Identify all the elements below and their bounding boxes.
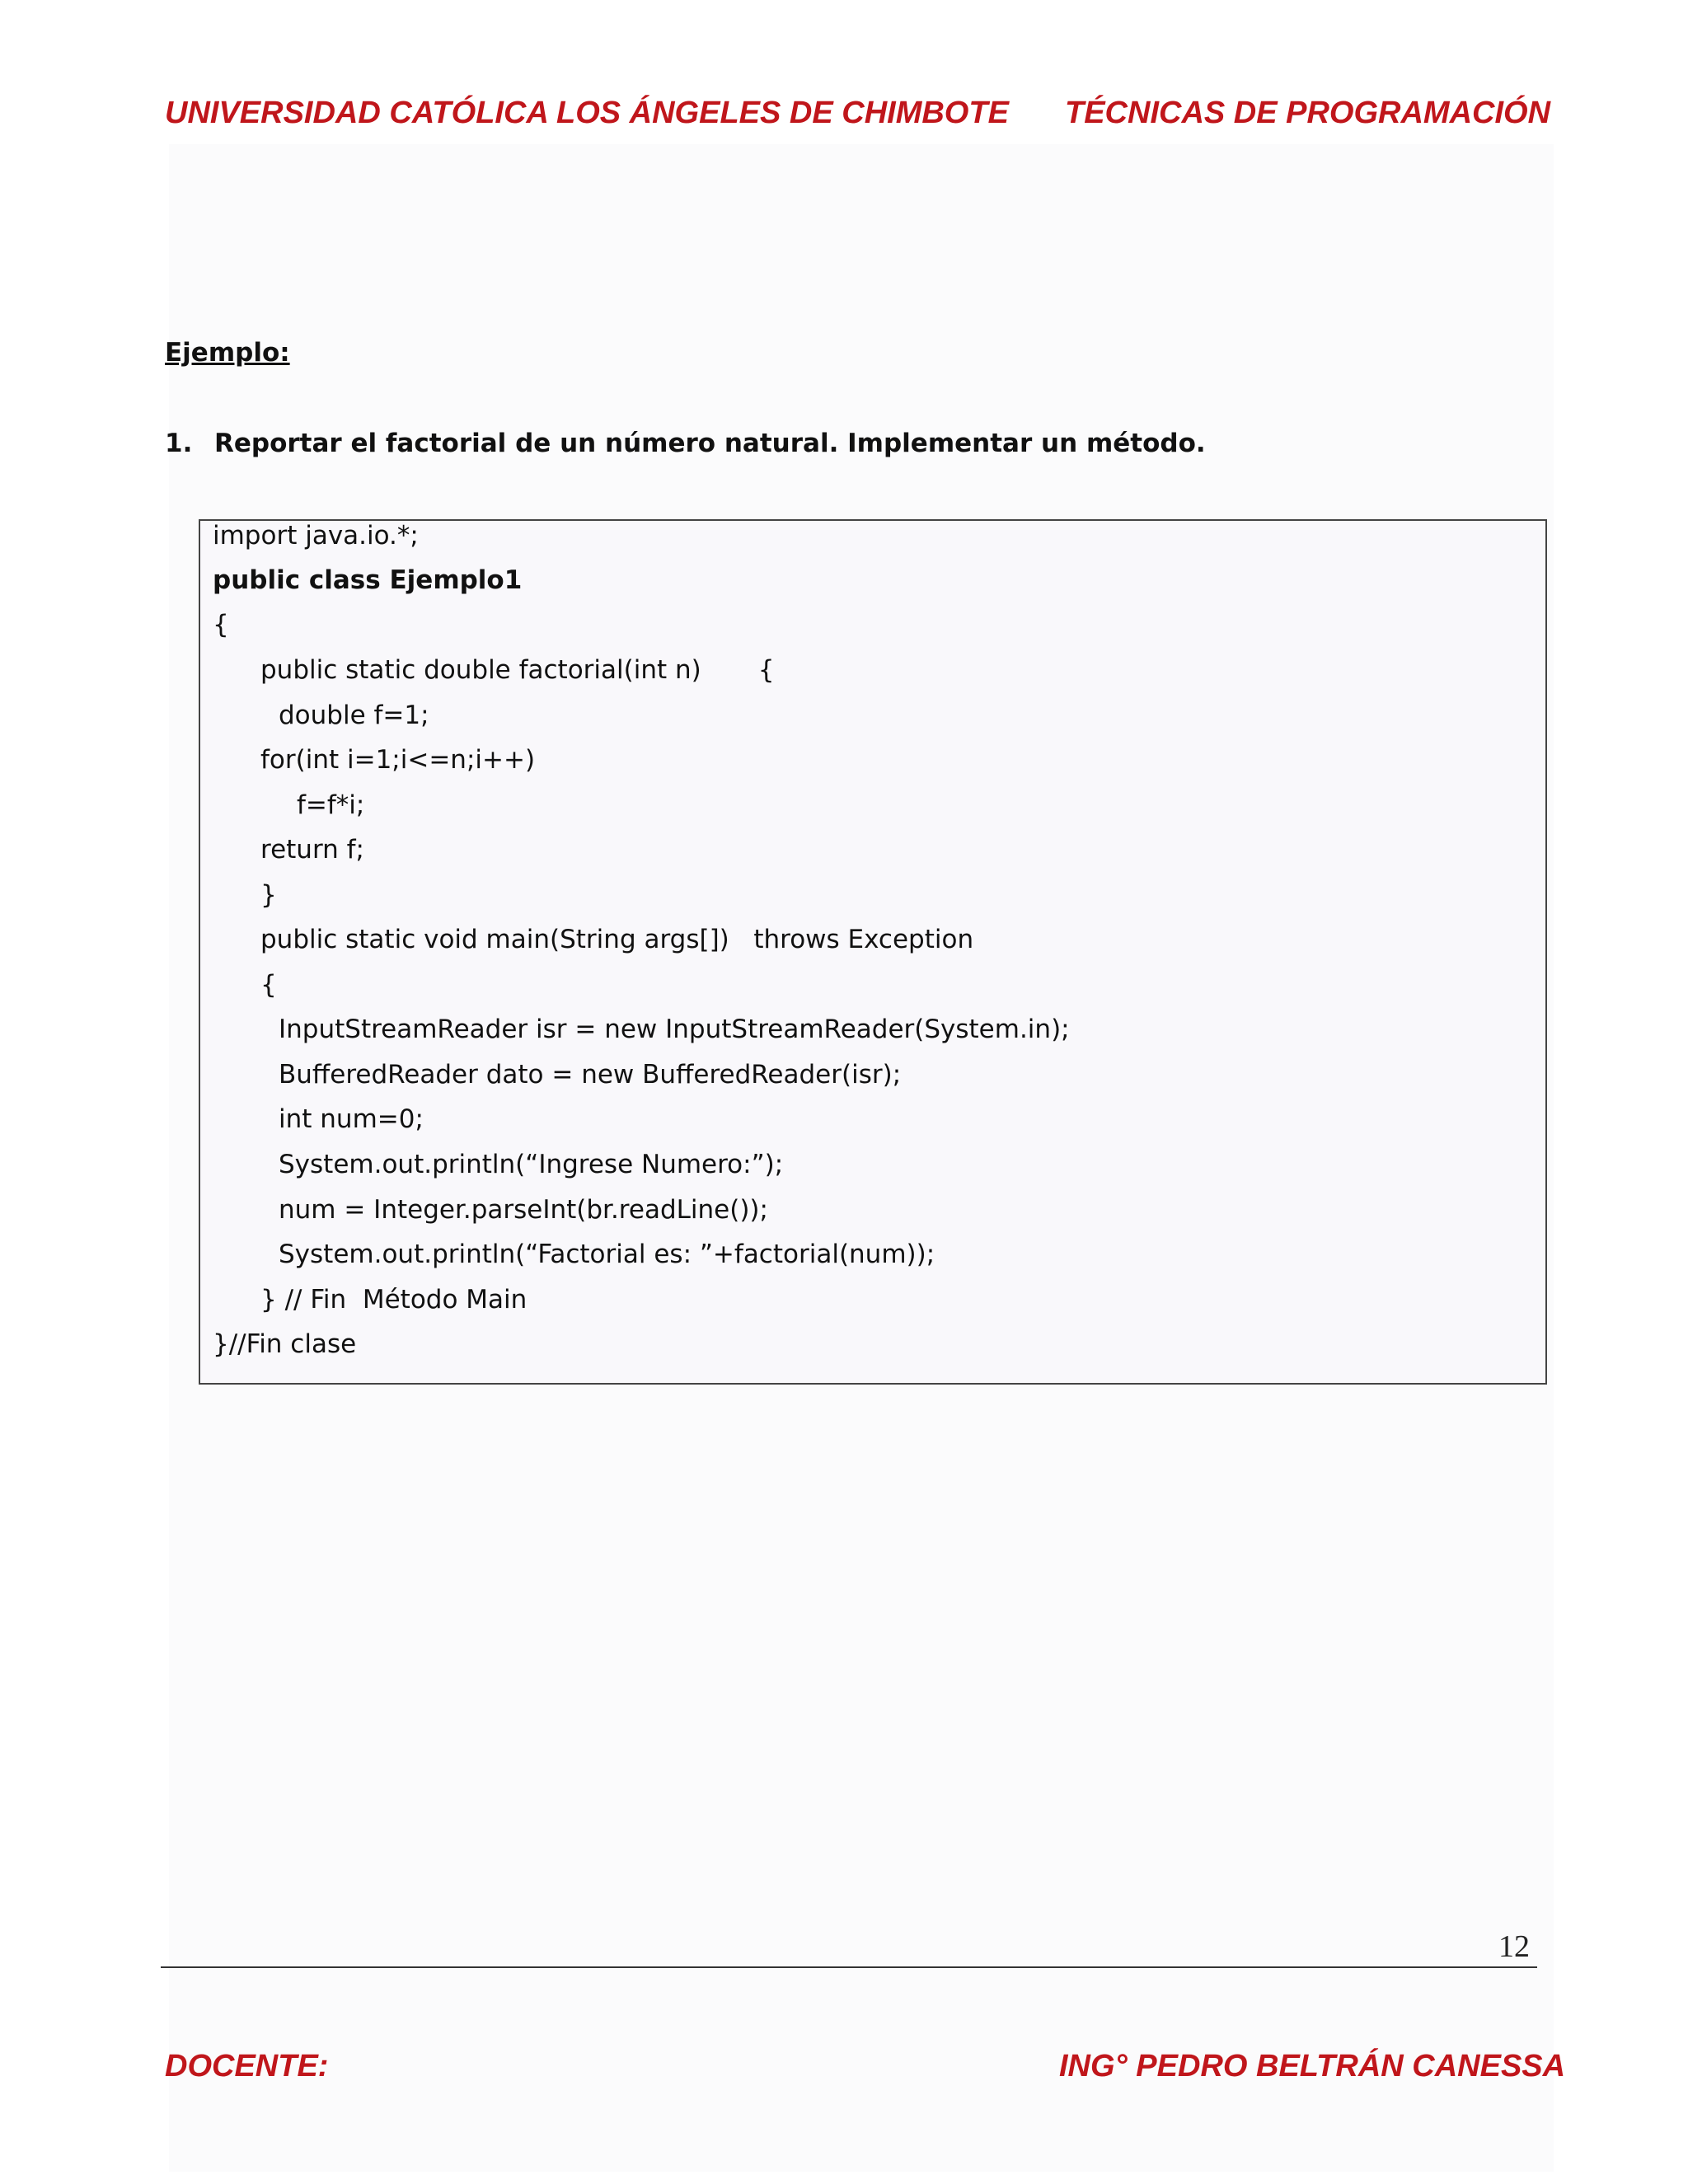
code-line: } [260,880,277,910]
code-line: public static void main(String args[]) throws Exception [260,925,974,954]
section-label: Ejemplo: [165,338,290,368]
task-statement [165,429,1206,458]
code-line: import java.io.*; [213,521,419,551]
code-line: num = Integer.parseInt(br.readLine()); [279,1195,768,1225]
task-number: 1. [165,429,193,458]
header-institution: UNIVERSIDAD CATÓLICA LOS ÁNGELES DE CHIMBOTE [165,96,1009,130]
code-line: int num=0; [279,1104,424,1134]
code-line: InputStreamReader isr = new InputStreamReader(System.in); [279,1015,1070,1044]
page-number: 12 [1498,1929,1530,1964]
code-line: System.out.println(“Ingrese Numero:”); [279,1150,784,1179]
code-line: return f; [260,835,364,865]
code-line: for(int i=1;i<=n;i++) [260,745,536,775]
code-line: { [260,970,277,1000]
code-line: public class Ejemplo1 [213,565,523,595]
code-line: BufferedReader dato = new BufferedReader(isr); [279,1060,902,1090]
task-text: Reportar el factorial de un número natural. Implementar un método. [214,429,1206,458]
header-course: TÉCNICAS DE PROGRAMACIÓN [1065,96,1551,130]
code-line: }//Fin clase [213,1329,357,1359]
code-line: } // Fin Método Main [260,1285,528,1315]
code-line: f=f*i; [297,790,365,820]
code-block [199,519,1547,1385]
code-line: { [213,610,229,640]
code-line: double f=1; [279,701,429,730]
footer-author: ING° PEDRO BELTRÁN CANESSA [1059,2049,1566,2083]
code-line: System.out.println(“Factorial es: ”+factorial(num)); [279,1240,935,1269]
footer-label: DOCENTE: [165,2049,329,2083]
code-line: public static double factorial(int n) { [260,655,775,685]
footer-divider [161,1966,1537,1968]
